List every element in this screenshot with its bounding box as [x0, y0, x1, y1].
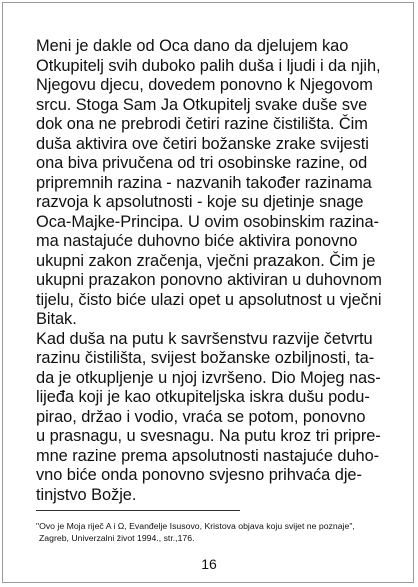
body-line: ona biva privučena od tri osobinske razine, od: [36, 154, 368, 172]
body-line: razinu čistilišta, svijest božanske ozbiljnosti, ta-: [36, 349, 375, 367]
body-line: lijeđa koji je kao otkupiteljska iskra dušu podu-: [36, 388, 370, 406]
body-line: Meni je dakle od Oca dano da djelujem kao: [36, 37, 349, 55]
body-line: duša aktivira ove četiri božanske zrake svijesti: [36, 134, 369, 153]
body-line: razvoja k apsolutnosti - koje su djetinje snage: [36, 193, 364, 211]
body-line: pripremnih razina - nazvanih također razinama: [36, 173, 372, 192]
body-line: da je otkupljenje u njoj izvršeno. Dio Mojeg nas-: [36, 368, 381, 387]
body-line: Kad duša na putu k savršenstvu razvije četvrtu: [36, 329, 373, 348]
body-line: pirao, držao i vodio, vraća se potom, ponovno: [36, 407, 366, 426]
footnote-divider: [36, 510, 240, 511]
body-line: ukupni zakon zračenja, vječni prazakon. Čim je: [36, 251, 376, 270]
body-line: Bitak.: [36, 310, 77, 328]
body-line: vno biće onda ponovno svjesno prihvaća dje-: [36, 466, 362, 484]
body-line: Otkupitelj svih duboko palih duša i ljudi i da njih,: [36, 56, 381, 75]
body-line: Njegovu djecu, dovedem ponovno k Njegovom: [36, 76, 373, 94]
body-line: ma nastajuće duhovno biće aktivira ponovno: [36, 232, 358, 250]
footnote: [36, 521, 396, 544]
page-number: 16: [201, 556, 217, 572]
body-line: ukupni prazakon ponovno aktiviran u duhovnom: [36, 271, 382, 289]
body-line: tinjstvo Božje.: [36, 485, 137, 504]
body-line: tijelu, čisto biće ulazi opet u apsolutnost u vječni: [36, 290, 382, 309]
footnote-line: "Ovo je Moja riječ A i Ω, Evanđelje Isusovo, Kristova objava koju svijet ne poznaje",: [36, 521, 355, 531]
body-line: srcu. Stoga Sam Ja Otkupitelj svake duše sve: [36, 95, 368, 114]
body-line: Oca-Majke-Principa. U ovim osobinskim razina-: [36, 212, 379, 231]
body-line: dok ona ne prebrodi četiri razine čistilišta. Čim: [36, 115, 368, 133]
footnote-line: Zagreb, Univerzalni život 1994., str.,176.: [39, 532, 195, 543]
body-line: mne razine prema apsolutnosti nastajuće duho-: [36, 446, 380, 465]
body-text: [36, 37, 388, 505]
body-line: u prasnagu, u svesnagu. Na putu kroz tri pripre-: [36, 427, 381, 445]
